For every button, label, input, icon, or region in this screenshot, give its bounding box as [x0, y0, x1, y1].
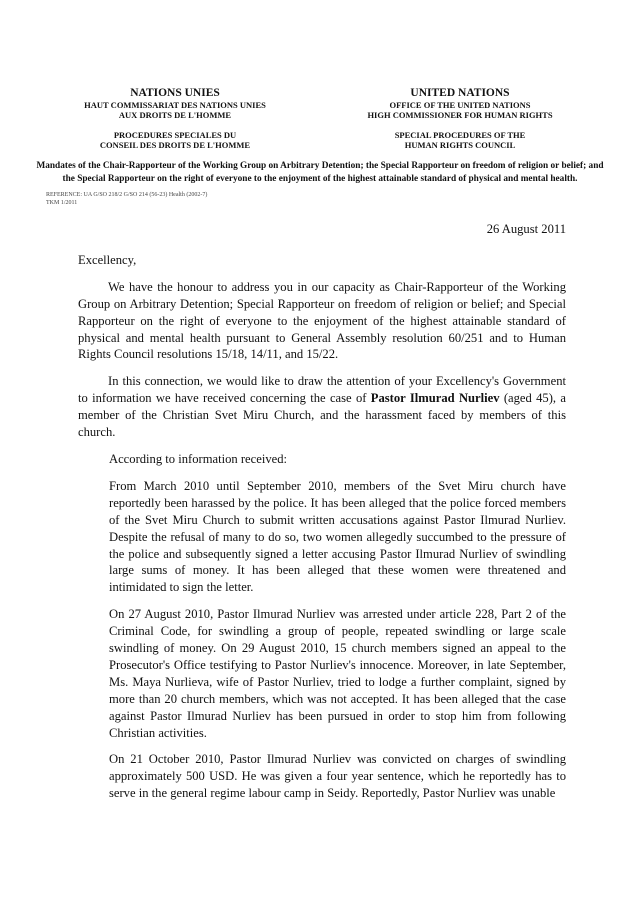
- paragraph-5: On 27 August 2010, Pastor Ilmurad Nurliev was arrested under article 228, Part 2 of the Criminal Code, for swindling a group of people, repeated swindling or large scale swindling of money. On 29 August 2010, 15 church members signed an appeal to the Prosecutor's Office testifying to Pastor Nurliev's innocence. Moreover, in late September, Ms. Maya Nurlieva, wife of Pastor Nurliev, tried to lodge a further complaint, signed by more than 20 church members, which was not accepted. It has been alleged that the case against Pastor Ilmurad Nurliev has been pursued in order to stop him from following Christian activities.: [109, 607, 566, 740]
- letter-body: [78, 252, 566, 802]
- paragraph-2: [78, 373, 566, 441]
- person-name: Pastor Ilmurad Nurliev: [370, 391, 500, 406]
- reference-line2: TKM 1/2011: [46, 200, 78, 206]
- mandates-heading: Mandates of the Chair-Rapporteur of the Working Group on Arbitrary Detention; the Special Rapporteur on freedom of religion or belief; and the Special Rapporteur on the right of everyone to the enjoyment of the highest attainable standard of physical and mental health.: [36, 161, 604, 184]
- header-fr-title: NATIONS UNIES: [130, 87, 220, 99]
- header-english: [350, 87, 570, 150]
- header-en-title: UNITED NATIONS: [410, 87, 510, 99]
- reference: [46, 191, 640, 207]
- salutation: Excellency,: [78, 252, 137, 267]
- paragraph-6: On 21 October 2010, Pastor Ilmurad Nurliev was convicted on charges of swindling approximately 500 USD. He was given a four year sentence, which he reportedly has to serve in the general regime labour camp in Seidy. Reportedly, Pastor Nurliev was unable: [109, 752, 566, 801]
- header-fr-line1: HAUT COMMISSARIAT DES NATIONS UNIES: [84, 100, 266, 110]
- paragraph-1: We have the honour to address you in our capacity as Chair-Rapporteur of the Working Group on Arbitrary Detention; Special Rapporteur on freedom of religion or belief; and Special Rapporteur on the right of everyone to the enjoyment of the highest attainable standard of physical and mental health pursuant to General Assembly resolution 60/251 and to Human Rights Council resolutions 15/18, 14/11, and 15/22.: [78, 279, 566, 362]
- header-en-line1: OFFICE OF THE UNITED NATIONS: [389, 100, 531, 110]
- letter-date: 26 August 2011: [486, 222, 566, 236]
- paragraph-2-text-b: (aged 45), a member of the Christian Svet Miru Church, and the harassment faced by members of this church.: [78, 391, 566, 440]
- paragraph-2-text-a: In this connection, we would like to draw the attention of your Excellency's Government to information we have received concerning the case of: [78, 374, 566, 406]
- reference-line1: REFERENCE: UA G/SO 218/2 G/SO 214 (56-23) Health (2002-7): [46, 192, 208, 198]
- header-en-line3: SPECIAL PROCEDURES OF THE: [394, 130, 526, 140]
- paragraph-3: According to information received:: [109, 451, 287, 466]
- header-fr-line3: PROCEDURES SPECIALES DU: [113, 130, 237, 140]
- header-en-line2: HIGH COMMISSIONER FOR HUMAN RIGHTS: [367, 110, 553, 120]
- paragraph-4: From March 2010 until September 2010, members of the Svet Miru church have reportedly been harassed by the police. It has been alleged that the police forced members of the Svet Miru Church to submit written accusations against Pastor Ilmurad Nurliev. Despite the refusal of many to do so, two women allegedly succumbed to the pressure of the police and subsequently signed a letter accusing Pastor Ilmurad Nurliev of swindling large sums of money. It has been alleged that these women were threatened and intimidated to sign the letter.: [109, 478, 566, 595]
- header-fr-line4: CONSEIL DES DROITS DE L'HOMME: [99, 140, 251, 150]
- header-fr-line2: AUX DROITS DE L'HOMME: [118, 110, 232, 120]
- header-en-line4: HUMAN RIGHTS COUNCIL: [404, 140, 516, 150]
- header-french: [70, 87, 280, 150]
- header-block: [0, 87, 640, 150]
